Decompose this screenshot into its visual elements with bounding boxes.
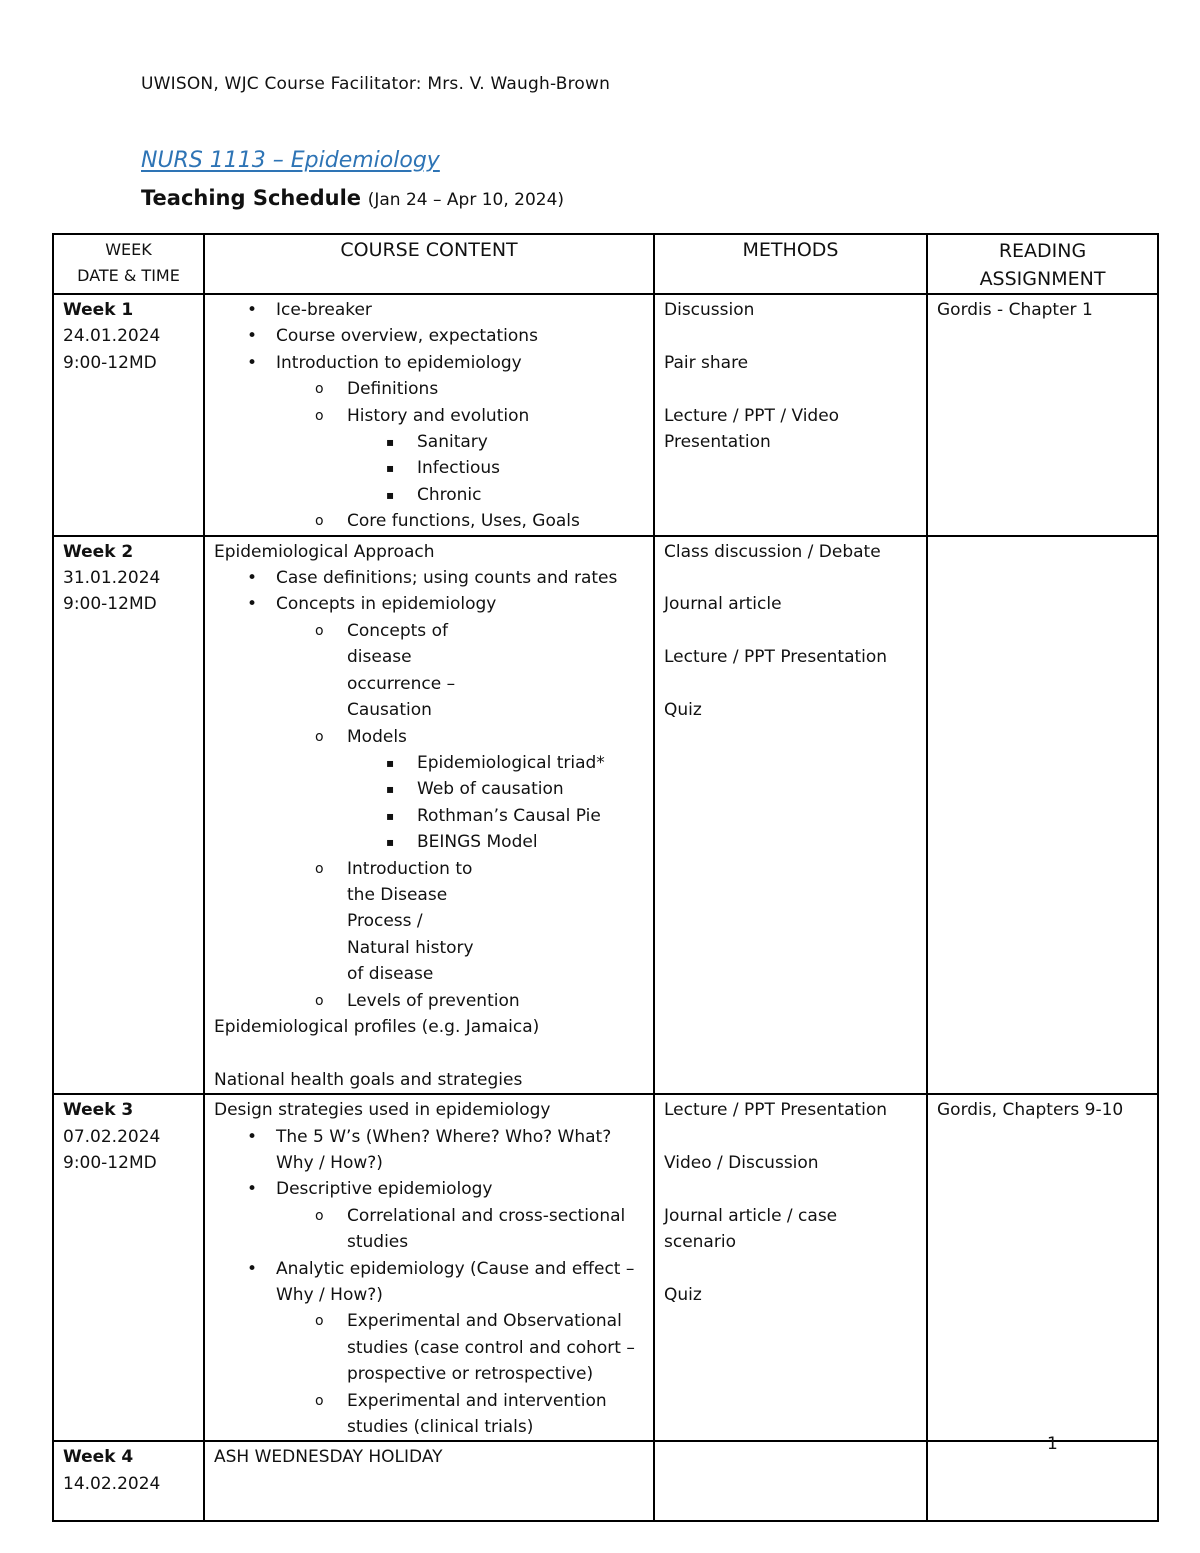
header-reading-line2: ASSIGNMENT (979, 268, 1106, 290)
content-heading: Epidemiological Approach (214, 541, 435, 562)
week-cell (53, 1441, 204, 1521)
header-methods: METHODS (654, 234, 927, 294)
subtitle-dates: (Jan 24 – Apr 10, 2024) (367, 190, 565, 210)
schedule-subtitle (141, 186, 564, 210)
course-content-cell (204, 1094, 654, 1441)
method-item: Discussion (664, 300, 755, 320)
reading-cell: Gordis, Chapters 9-10 (927, 1094, 1158, 1441)
list-item: ▪ Web of causation (205, 776, 644, 802)
list-item: • Case definitions; using counts and rates (205, 565, 644, 591)
method-item: Class discussion / Debate (664, 541, 881, 562)
table-header-row (53, 234, 1158, 294)
week-time: 9:00-12MD (63, 352, 157, 373)
methods-cell (654, 1094, 927, 1441)
list-item: o Correlational and cross-sectional studies (205, 1203, 644, 1256)
list-item: • Ice-breaker (205, 297, 644, 323)
list-item: • The 5 W’s (When? Where? Who? What? Why / How?) (205, 1124, 644, 1177)
header-week-line2: DATE & TIME (77, 266, 180, 285)
week-time: 9:00-12MD (63, 1152, 157, 1173)
list-item: • Descriptive epidemiology (205, 1176, 644, 1202)
method-item: Journal article (664, 594, 782, 615)
table-row (53, 294, 1158, 536)
content-heading: Design strategies used in epidemiology (214, 1100, 551, 1121)
content-paragraph: Epidemiological profiles (e.g. Jamaica) (214, 1016, 540, 1037)
list-item: • Concepts in epidemiology (205, 591, 644, 617)
week-label: Week 4 (63, 1447, 134, 1468)
list-item: o Experimental and Observational studies (case control and cohort – prospective or retrospective) (205, 1308, 644, 1387)
week-time: 9:00-12MD (63, 594, 157, 615)
page-number: 1 (1047, 1434, 1058, 1454)
header-week-line1: WEEK (105, 240, 152, 259)
list-item: ▪ Sanitary (205, 429, 644, 455)
method-item: Lecture / PPT / Video Presentation (664, 405, 840, 452)
subtitle-label: Teaching Schedule (141, 186, 362, 210)
table-row (53, 1094, 1158, 1441)
week-cell (53, 536, 204, 1095)
list-item: o Definitions (205, 376, 644, 402)
week-cell (53, 294, 204, 536)
header-reading-assignment (927, 234, 1158, 294)
method-item: Pair share (664, 352, 749, 373)
course-content-cell (204, 294, 654, 536)
list-item: o Core functions, Uses, Goals (205, 508, 644, 534)
week-cell (53, 1094, 204, 1441)
table-row (53, 1441, 1158, 1521)
content-paragraph: National health goals and strategies (214, 1069, 523, 1090)
header-week (53, 234, 204, 294)
method-item: Journal article / case scenario (664, 1205, 838, 1253)
list-item: o Models (205, 724, 644, 750)
methods-cell (654, 536, 927, 1095)
week-label: Week 3 (63, 1100, 134, 1121)
methods-cell (654, 1441, 927, 1521)
list-item: o History and evolution (205, 403, 644, 429)
method-item: Lecture / PPT Presentation (664, 1100, 888, 1121)
table-row (53, 536, 1158, 1095)
reading-cell (927, 536, 1158, 1095)
week-date: 14.02.2024 (63, 1473, 161, 1494)
list-item: • Analytic epidemiology (Cause and effect – Why / How?) (205, 1256, 644, 1309)
reading-cell: Gordis - Chapter 1 (927, 294, 1158, 536)
method-item: Lecture / PPT Presentation (664, 647, 888, 668)
method-item: Quiz (664, 1284, 702, 1305)
reading-cell (927, 1441, 1158, 1521)
list-item: ▪ Chronic (205, 482, 644, 508)
week-date: 07.02.2024 (63, 1126, 161, 1147)
list-item: o Concepts of disease occurrence – Causation (205, 618, 487, 724)
list-item: o Levels of prevention (205, 988, 644, 1014)
header-reading-line1: READING (998, 240, 1087, 262)
teaching-schedule-table (52, 233, 1159, 1522)
header-course-content: COURSE CONTENT (204, 234, 654, 294)
week-label: Week 2 (63, 541, 134, 562)
week-label: Week 1 (63, 300, 134, 320)
method-item: Quiz (664, 700, 702, 721)
list-item: ▪ Epidemiological triad* (205, 750, 644, 776)
course-content-cell: ASH WEDNESDAY HOLIDAY (204, 1441, 654, 1521)
list-item: • Introduction to epidemiology (205, 350, 644, 376)
methods-cell (654, 294, 927, 536)
week-date: 24.01.2024 (63, 326, 161, 347)
week-date: 31.01.2024 (63, 568, 161, 589)
course-content-cell (204, 536, 654, 1095)
course-title: NURS 1113 – Epidemiology (141, 148, 440, 173)
list-item: o Introduction to the Disease Process / Natural history of disease (205, 856, 487, 988)
list-item: ▪ BEINGS Model (205, 829, 644, 855)
list-item: o Experimental and intervention studies (clinical trials) (205, 1388, 644, 1441)
list-item: ▪ Infectious (205, 455, 644, 481)
list-item: ▪ Rothman’s Causal Pie (205, 803, 644, 829)
list-item: • Course overview, expectations (205, 323, 644, 349)
method-item: Video / Discussion (664, 1152, 819, 1173)
facilitator-header: UWISON, WJC Course Facilitator: Mrs. V. Waugh-Brown (141, 74, 611, 94)
